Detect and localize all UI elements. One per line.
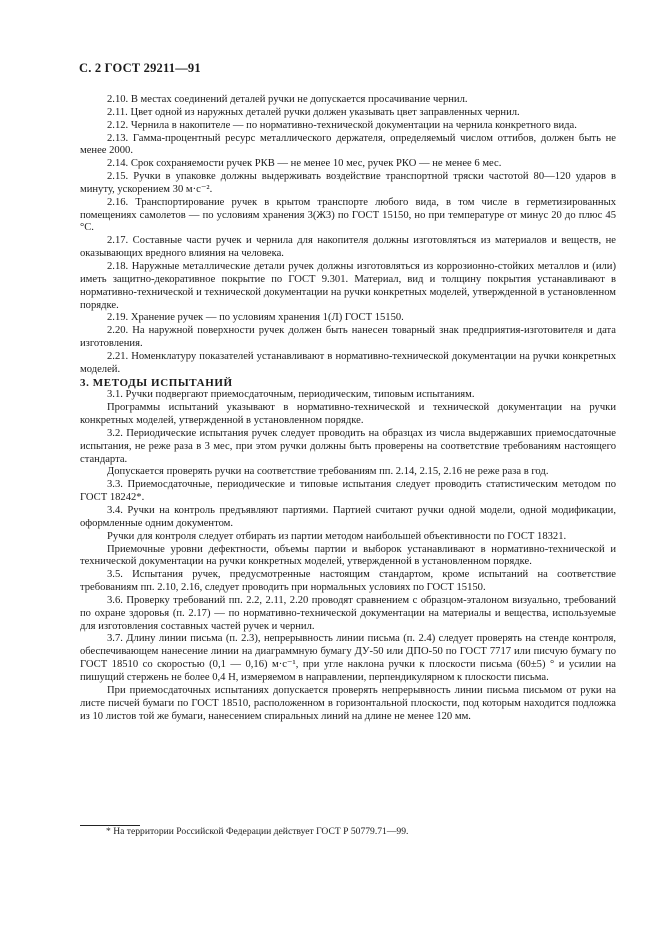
clause-2-10: 2.10. В местах соединений деталей ручки не допускается просачивание чернил. (107, 94, 468, 105)
clause-3-7: 3.7. Длину линии письма (п. 2.3), непрерывность линии письма (п. 2.4) следует проверять на стенде контроля, обеспечивающем нанесение линии на диаграммную бумагу ДУ-50 или ДПО-50 по ГОСТ 7717 или писчую бумагу по ГОСТ 18510 со скоростью (0,1 — 0,16) м·с⁻¹, при угле наклона ручки к плоскости письма (60±5) ° и усилии на пишущий стержень не более 0,4 Н, измеряемом в направлении, перпендикулярном к плоскости письма. (80, 633, 616, 683)
clause-2-19: 2.19. Хранение ручек — по условиям хранения 1(Л) ГОСТ 15150. (107, 312, 404, 324)
clause-3-4: 3.4. Ручки на контроль предъявляют партиями. Партией считают ручки одной модели, одной модификации, оформленные одним документом. (80, 505, 616, 529)
clause-3-4-sampling: Ручки для контроля следует отбирать из партии методом наибольшей объективности по ГОСТ 18321. (107, 530, 567, 542)
clause-3-2-allowance: Допускается проверять ручки на соответствие требованиям пп. 2.14, 2.15, 2.16 не реже раза в год. (107, 466, 549, 478)
clause-2-12: 2.12. Чернила в накопителе — по нормативно-технической документации на чернила конкретного вида. (107, 119, 577, 131)
clause-3-6: 3.6. Проверку требований пп. 2.2, 2.11, 2.20 проводят сравнением с образцом-эталоном визуально, требований по охране здоровья (п. 2.17) — по нормативно-технической документации на материалы и вещества, используемые для изготовления составных частей ручек и чернил. (80, 594, 616, 632)
clause-3-2: 3.2. Периодические испытания ручек следует проводить на образцах из числа выдержавших приемосдаточные испытания, не реже раза в 3 мес, при этом ручки должны быть проверены на соответствие требованиям настоящего стандарта. (80, 427, 616, 465)
clause-3-5: 3.5. Испытания ручек, предусмотренные настоящим стандартом, кроме испытаний на соответствие требованиям пп. 2.10, 2.16, следует проводить при нормальных условиях по ГОСТ 15150. (80, 569, 616, 594)
page-header: С. 2 ГОСТ 29211—91 (79, 61, 201, 75)
clause-2-20: 2.20. На наружной поверхности ручек должен быть нанесен товарный знак предприятия-изготовителя и дата изготовления. (80, 325, 616, 350)
clause-2-17: 2.17. Составные части ручек и чернила для накопителя должны изготовляться из материалов и веществ, не оказывающих вредного влияния на человека. (80, 235, 616, 260)
clause-2-13: 2.13. Гамма-процентный ресурс металлического держателя, определяемый числом оттибов, должен быть не менее 2000. (80, 132, 616, 157)
clause-2-14: 2.14. Срок сохраняемости ручек РКВ — не менее 10 мес, ручек РКО — не менее 6 мес. (107, 158, 502, 170)
clause-2-18: 2.18. Наружные металлические детали ручек должны изготовляться из коррозионно-стойких металлов и (или) иметь защитно-декоративное покрытие по ГОСТ 9.301. Материал, вид и толщину покрытия устанавливают в нормативно-технической и технической документации на ручки конкретных моделей, утвержденной в установленном порядке. (80, 260, 616, 311)
clause-3-1: 3.1. Ручки подвергают приемосдаточным, периодическим, типовым испытаниям. (107, 389, 475, 401)
clause-3-4-acceptance: Приемочные уровни дефектности, объемы партии и выборок устанавливают в нормативно-технической и технической документации на ручки конкретных моделей, утвержденной в установленном порядке. (80, 543, 616, 568)
clause-3-7-manual: При приемосдаточных испытаниях допускается проверять непрерывность линии письма письмом от руки на листе писчей бумаги по ГОСТ 18510, расположенном в горизонтальной плоскости, под которым находится подложка из 10 листов той же бумаги, нанесением спиральных линий на длине не менее 120 мм. (80, 684, 616, 722)
clause-3-3: 3.3. Приемосдаточные, периодические и типовые испытания следует проводить статистическим методом по ГОСТ 18242*. (80, 479, 616, 504)
section-title: 3. МЕТОДЫ ИСПЫТАНИЙ (80, 376, 233, 389)
clause-2-11: 2.11. Цвет одной из наружных деталей ручки должен указывать цвет заправленных чернил. (107, 106, 520, 118)
clause-3-1-programs: Программы испытаний указывают в нормативно-технической и технической документации на ручки конкретных моделей, утвержденной в установленном порядке. (80, 402, 616, 427)
document-body (80, 94, 616, 723)
clause-2-15: 2.15. Ручки в упаковке должны выдерживать воздействие транспортной тряски частотой 80—120 ударов в минуту, ускорением 30 м·с⁻². (80, 171, 616, 195)
footnote: * На территории Российской Федерации действует ГОСТ Р 50779.71—99. (106, 826, 409, 837)
clause-2-21: 2.21. Номенклатуру показателей устанавливают в нормативно-технической документации на ручки конкретных моделей. (80, 350, 616, 375)
clause-2-16: 2.16. Транспортирование ручек в крытом транспорте любого вида, в том числе в герметизированных помещениях самолетов — по условиям хранения 3(Ж3) по ГОСТ 15150, но при температуре от минус 20 до плюс 45 °С. (80, 196, 616, 234)
